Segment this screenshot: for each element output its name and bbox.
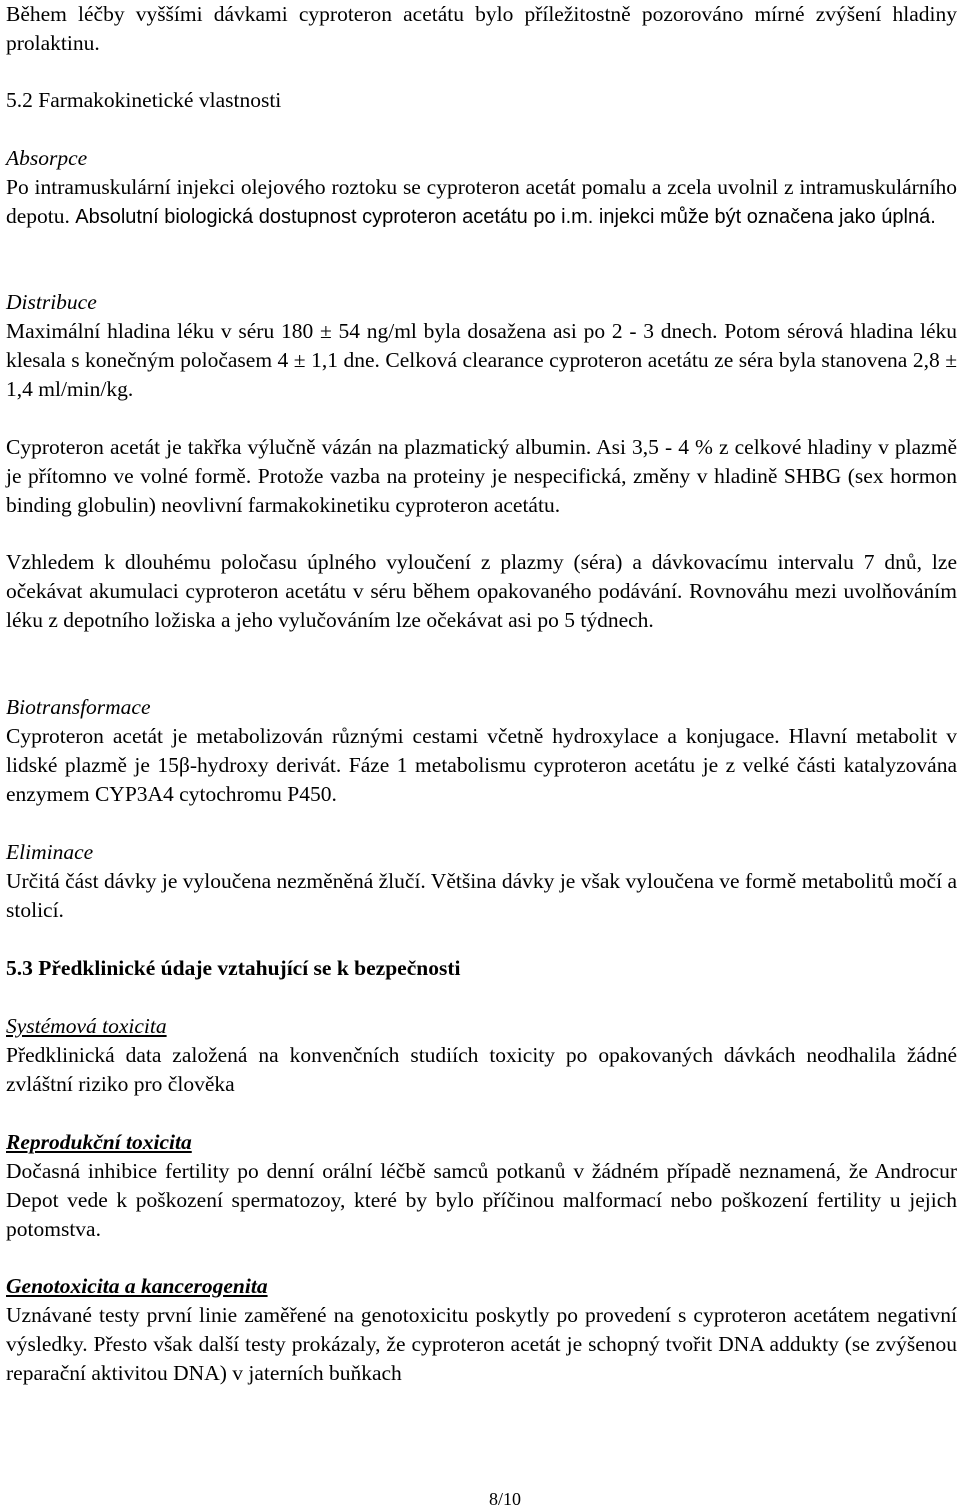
- intro-paragraph: Během léčby vyššími dávkami cyproteron acetátu bylo příležitostně pozorováno mírné zvýšení hladiny prolaktinu.: [6, 2, 957, 55]
- reprodukcni-paragraph: Dočasná inhibice fertility po denní orální léčbě samců potkanů v žádném případě neznamená, že Androcur Depot vede k poškození spermatozoy, které by bylo příčinou malformací nebo poškození fertility u jejich potomstva.: [6, 1159, 957, 1241]
- distribuce-heading: Distribuce: [6, 290, 97, 314]
- genotoxicita-heading: Genotoxicita a kancerogenita: [6, 1274, 268, 1298]
- section-53-title: 5.3 Předklinické údaje vztahující se k bezpečnosti: [6, 956, 461, 980]
- absorpce-paragraph: [6, 173, 957, 232]
- page-number: 8/10: [488, 1489, 521, 1509]
- biotransformace-paragraph: Cyproteron acetát je metabolizován různými cestami včetně hydroxylace a konjugace. Hlavní metabolit v lidské plazmě je 15β-hydroxy derivát. Fáze 1 metabolismu cyproteron acetátu je z velké části katalyzována enzymem CYP3A4 cytochromu P450.: [6, 724, 957, 806]
- genotoxicita-paragraph: Uznávané testy první linie zaměřené na genotoxicitu poskytly po provedení s cyproteron acetátem negativní výsledky. Přesto však další testy prokázaly, že cyproteron acetát je schopný tvořit DNA addukty (se zvýšenou reparační aktivitou DNA) v jaterních buňkach: [6, 1303, 957, 1385]
- systemova-heading: Systémová toxicita: [6, 1014, 167, 1038]
- genotoxicita-heading-line: [6, 1272, 957, 1301]
- biotransformace-heading: Biotransformace: [6, 695, 151, 719]
- distribuce-paragraph-2: Cyproteron acetát je takřka výlučně vázán na plazmatický albumin. Asi 3,5 - 4 % z celkové hladiny v plazmě je přítomno ve volné formě. Protože vazba na proteiny je nespecifická, změny v hladině SHBG (sex hormon binding globulin) neovlivní farmakokinetiku cyproteron acetátu.: [6, 435, 957, 517]
- systemova-paragraph: Předklinická data založená na konvenčních studiích toxicity po opakovaných dávkách neodhalila žádné zvláštní riziko pro člověka: [6, 1043, 957, 1096]
- systemova-heading-line: [6, 1012, 957, 1041]
- reprodukcni-heading-line: [6, 1128, 957, 1157]
- distribuce-paragraph-1: Maximální hladina léku v séru 180 ± 54 ng/ml byla dosažena asi po 2 - 3 dnech. Potom sérová hladina léku klesala s konečným poločasem 4 ± 1,1 dne. Celková clearance cyproteron acetátu ze séra byla stanovena 2,8 ± 1,4 ml/min/kg.: [6, 319, 957, 401]
- reprodukcni-heading: Reprodukční toxicita: [6, 1130, 192, 1154]
- absorpce-heading: Absorpce: [6, 146, 88, 170]
- absorpce-text-serif: Po intramuskulární injekci olejového roztoku se cyproteron acetát pomalu a zcela uvolnil z intramuskulárního depotu.: [6, 175, 957, 228]
- absorpce-text-sans: Absolutní biologická dostupnost cyproteron acetátu po i.m. injekci může být označena jako úplná.: [75, 206, 936, 228]
- section-52-title: 5.2 Farmakokinetické vlastnosti: [6, 88, 282, 112]
- eliminace-heading: Eliminace: [6, 840, 94, 864]
- eliminace-paragraph: Určitá část dávky je vyloučena nezměněná žlučí. Většina dávky je však vyloučena ve formě metabolitů močí a stolicí.: [6, 869, 957, 922]
- distribuce-paragraph-3: Vzhledem k dlouhému poločasu úplného vyloučení z plazmy (séra) a dávkovacímu intervalu 7 dnů, lze očekávat akumulaci cyproteron acetátu v séru během opakovaného podávání. Rovnováhu mezi uvolňováním léku z depotního ložiska a jeho vylučováním lze očekávat asi po 5 týdnech.: [6, 550, 957, 632]
